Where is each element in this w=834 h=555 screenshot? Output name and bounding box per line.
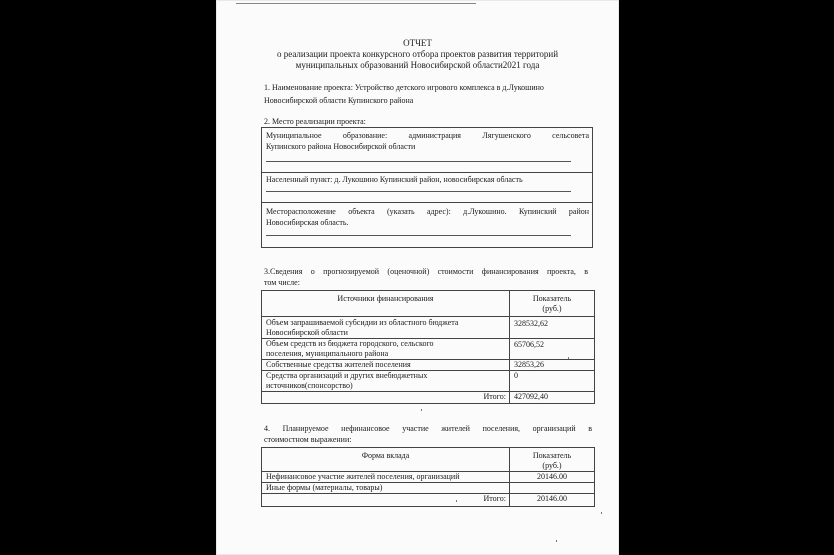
- financing-row-value: 0: [514, 371, 518, 380]
- scan-speck: [556, 540, 557, 542]
- section4-heading-line1: 4. Планируемое нефинансовое участие жителей поселения, организаций в: [264, 424, 592, 433]
- location-table: [261, 127, 593, 248]
- contribution-row-label: Иные формы (материалы, товары): [266, 483, 383, 492]
- contribution-total-label: Итого:: [483, 494, 506, 503]
- settlement-text: Населенный пункт: д. Лукошино Купинский район, новосибирская область: [266, 175, 523, 184]
- financing-row-label: источников(спонсорство): [266, 381, 353, 390]
- section2-heading: 2. Место реализации проекта:: [264, 117, 366, 126]
- contribution-row-label: Нефинансовое участие жителей поселения, организаций: [266, 472, 460, 481]
- report-subtitle-line2: муниципальных образований Новосибирской области2021 года: [295, 60, 540, 70]
- top-edge-line: [236, 3, 476, 4]
- financing-row-label: Новосибирской области: [266, 328, 348, 337]
- section3-heading-line1: 3.Сведения о прогнозируемой (оценочной) стоимости финансирования проекта, в: [264, 267, 588, 276]
- contribution-col2-header-line2: (руб.): [542, 461, 562, 470]
- project-name-line1: 1. Наименование проекта: Устройство детского игрового комплекса в д.Лукошино: [264, 83, 544, 92]
- financing-row-value: 328532,62: [514, 319, 548, 328]
- report-subtitle-line1: о реализации проекта конкурсного отбора проектов развития территорий: [276, 49, 559, 59]
- financing-total-label: Итого:: [483, 392, 506, 401]
- section4-heading-line2: стоимостном выражении:: [264, 435, 352, 444]
- fill-line: [266, 235, 571, 236]
- contribution-table: [261, 447, 595, 507]
- contribution-col2-header-line1: Показатель: [532, 451, 572, 460]
- report-title: ОТЧЕТ: [403, 38, 432, 48]
- row-divider: [262, 172, 592, 173]
- financing-col1-header: Источники финансирования: [337, 294, 434, 303]
- contribution-col1-header: Форма вклада: [361, 451, 410, 460]
- financing-row-label: Средства организаций и других внебюджетных: [266, 371, 428, 380]
- fill-line: [266, 161, 571, 162]
- fill-line: [266, 191, 571, 192]
- scan-speck: [601, 512, 602, 514]
- location-line1: Месторасположение объекта (указать адрес): д.Лукошино. Купинский район: [266, 207, 589, 216]
- contribution-total-value: 20146.00: [537, 494, 567, 503]
- financing-row-value: 32853,26: [514, 360, 544, 369]
- financing-col2-header-line1: Показатель: [532, 294, 572, 303]
- project-name-line2: Новосибирской области Купинского района: [264, 96, 414, 105]
- financing-row-label: Объем средств из бюджета городского, сельского: [266, 339, 434, 348]
- financing-total-value: 427092,40: [514, 392, 548, 401]
- municipal-line2: Купинского района Новосибирской области: [266, 142, 416, 151]
- scan-speck: [456, 500, 457, 502]
- contribution-row-value: 20146.00: [537, 472, 567, 481]
- financing-col2-header-line2: (руб.): [542, 304, 562, 313]
- scan-speck: [421, 409, 422, 411]
- financing-row-value: 65706,52: [514, 340, 544, 349]
- scan-speck: [568, 357, 569, 359]
- section3-heading-line2: том числе:: [264, 278, 300, 287]
- row-divider: [262, 202, 592, 203]
- financing-row-label: Собственные средства жителей поселения: [266, 360, 411, 369]
- financing-table: [261, 290, 595, 404]
- financing-row-label: поселения, муниципального района: [266, 349, 389, 358]
- location-line2: Новосибирская область.: [266, 218, 349, 227]
- row-divider: [262, 316, 594, 317]
- financing-row-label: Объем запрашиваемой субсидии из областного бюджета: [266, 318, 459, 327]
- document-page: [216, 0, 619, 555]
- municipal-line1: Муниципальное образование: администрация Лягушенского сельсовета: [266, 131, 589, 140]
